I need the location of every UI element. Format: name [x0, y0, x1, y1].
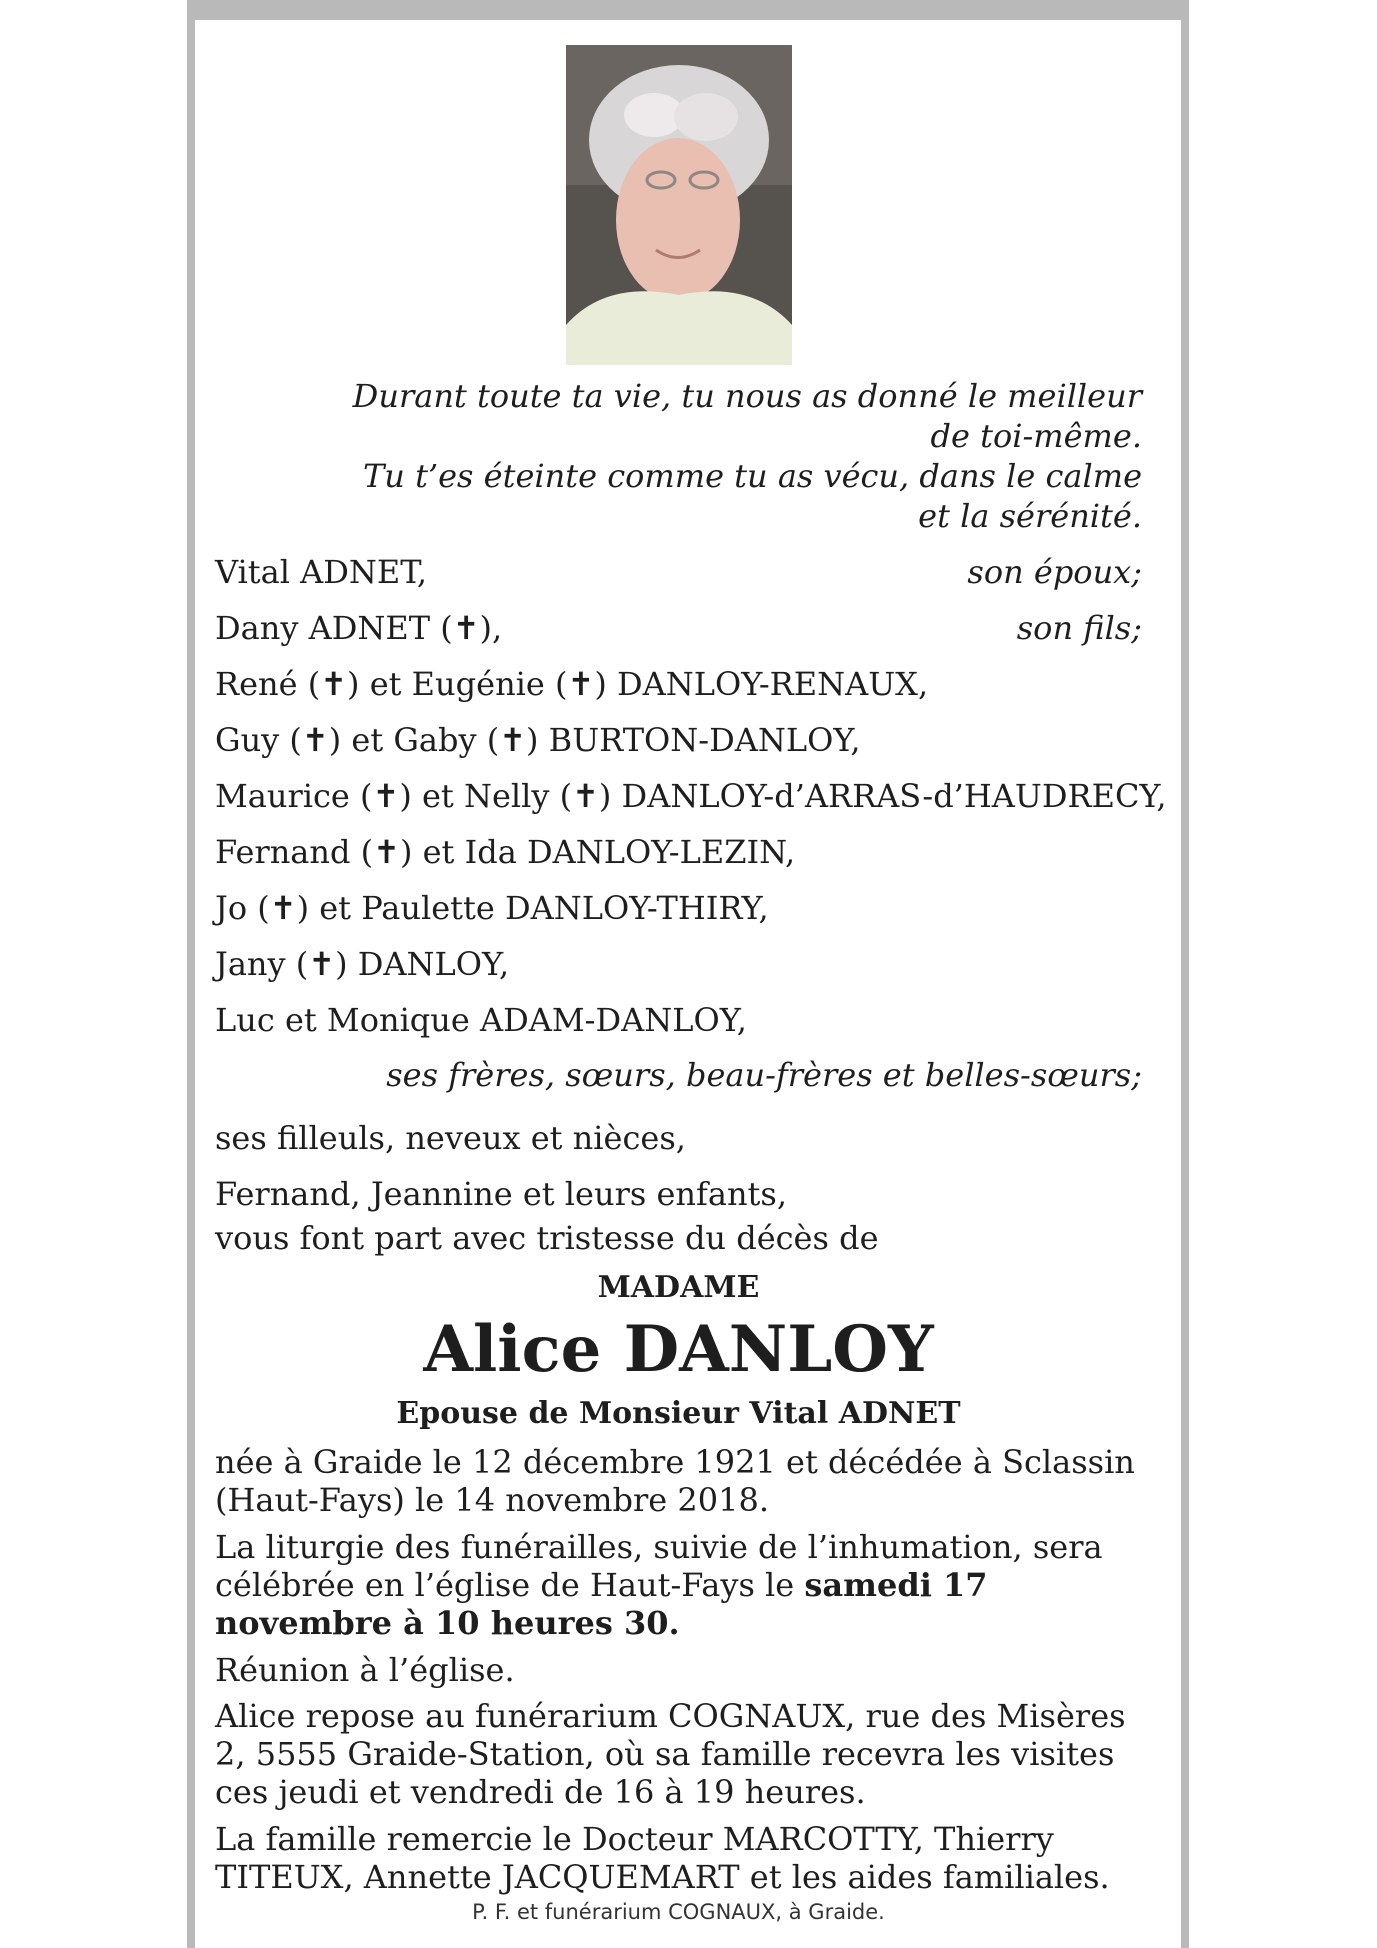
poem-line-2: Tu t’es éteinte comme tu as vécu, dans le calme et la sérénité. [362, 457, 1142, 535]
deceased-title: MADAME [597, 1270, 760, 1305]
meeting-paragraph: Réunion à l’église. [215, 1651, 515, 1689]
family-row: Jany (✝) DANLOY, [215, 945, 510, 983]
family-row: Luc et Monique ADAM-DANLOY, [215, 1001, 747, 1039]
friends-line: Fernand, Jeannine et leurs enfants, [215, 1175, 787, 1213]
family-row: Maurice (✝) et Nelly (✝) DANLOY-d’ARRAS-d’HAUDRECY, [215, 777, 1167, 815]
funeral-home-footer: P. F. et funérarium COGNAUX, à Graide. [472, 1900, 885, 1924]
portrait-photo [566, 45, 792, 365]
portrait-image [566, 45, 792, 365]
family-row: René (✝) et Eugénie (✝) DANLOY-RENAUX, [215, 665, 929, 703]
family-row: Jo (✝) et Paulette DANLOY-THIRY, [215, 889, 769, 927]
family-row: Fernand (✝) et Ida DANLOY-LEZIN, [215, 833, 796, 871]
godchildren-line: ses filleuls, neveux et nièces, [215, 1119, 686, 1157]
siblings-relation: ses frères, sœurs, beau-frères et belles-sœurs; [386, 1056, 1142, 1094]
family-relation: son époux; [967, 553, 1142, 591]
poem-line-1: Durant toute ta vie, tu nous as donné le meilleur de toi-même. [352, 377, 1142, 455]
rest-paragraph: Alice repose au funérarium COGNAUX, rue des Misères 2, 5555 Graide-Station, où sa famille recevra les visites ces jeudi et vendredi de 16 à 19 heures. [215, 1697, 1126, 1811]
liturgy-paragraph [215, 1528, 1142, 1642]
family-name: Dany ADNET (✝), [215, 609, 503, 647]
deceased-name: Alice DANLOY [423, 1312, 934, 1387]
birth-paragraph: née à Graide le 12 décembre 1921 et décédée à Sclassin (Haut-Fays) le 14 novembre 2018. [215, 1443, 1135, 1519]
family-relation: son fils; [1016, 609, 1142, 647]
thanks-paragraph: La famille remercie le Docteur MARCOTTY, Thierry TITEUX, Annette JACQUEMART et les aides familiales. [215, 1820, 1110, 1896]
family-row: Guy (✝) et Gaby (✝) BURTON-DANLOY, [215, 721, 861, 759]
poem [330, 376, 1142, 536]
liturgy-text: La liturgie des funérailles, suivie de l’inhumation, sera célébrée en l’église de Haut-Fays le [215, 1528, 1103, 1604]
announce-line: vous font part avec tristesse du décès de [215, 1219, 879, 1257]
family-name: Vital ADNET, [215, 553, 428, 591]
deceased-spouse: Epouse de Monsieur Vital ADNET [396, 1396, 961, 1431]
liturgy-date: samedi 17 novembre à 10 heures 30. [215, 1566, 988, 1642]
